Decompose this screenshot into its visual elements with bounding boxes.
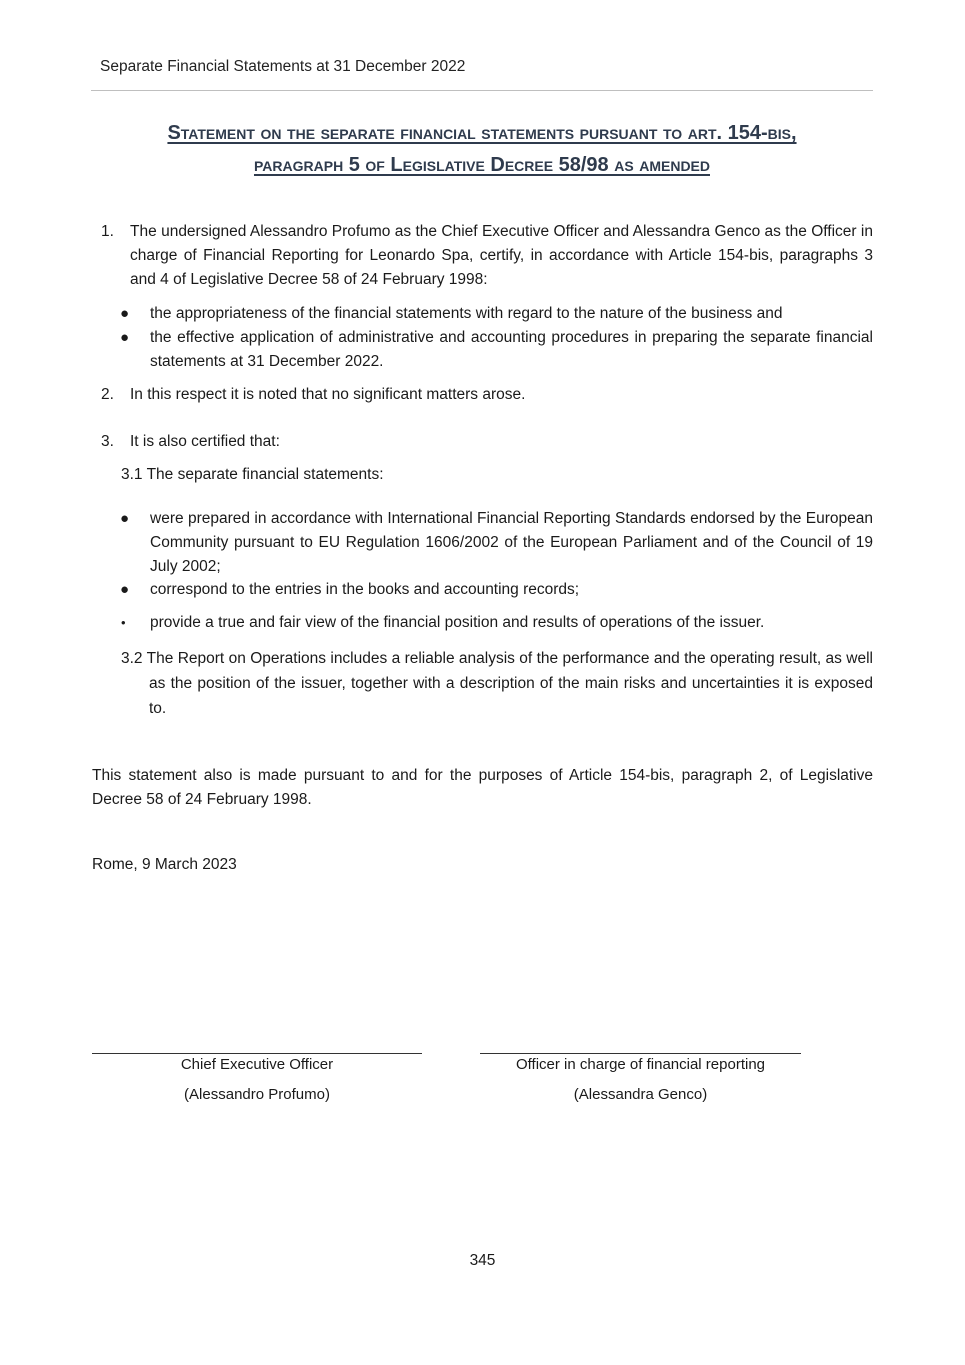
signature-line-officer bbox=[480, 1053, 801, 1054]
header-divider bbox=[91, 90, 873, 91]
signature-line-ceo bbox=[92, 1053, 422, 1054]
sub-3-1-heading: 3.1 The separate financial statements: bbox=[121, 466, 384, 483]
bullet-icon: ● bbox=[120, 510, 130, 527]
item-number: 2. bbox=[101, 386, 114, 403]
item-2-text: In this respect it is noted that no significant matters arose. bbox=[130, 386, 526, 403]
bullet-icon: ● bbox=[120, 329, 130, 346]
signature-name-ceo: (Alessandro Profumo) bbox=[184, 1086, 330, 1103]
signature-name-officer: (Alessandra Genco) bbox=[573, 1086, 708, 1103]
sub-3-1-bullet-3: provide a true and fair view of the financial position and results of operations of the issuer. bbox=[150, 614, 765, 631]
closing-statement: This statement also is made pursuant to and for the purposes of Article 154-bis, paragraph 2, of Legislative Decree 58 of 24 February 1998. bbox=[92, 767, 873, 808]
title-line-1: Statement on the separate financial statements pursuant to art. 154-bis, bbox=[167, 122, 797, 144]
running-header: Separate Financial Statements at 31 December 2022 bbox=[100, 58, 466, 75]
item-1-text: The undersigned Alessandro Profumo as the Chief Executive Officer and Alessandra Genco as the Officer in charge of Financial Reporting for Leonardo Spa, certify, in accordance with Article 154-bis, paragraphs 3 and 4 of Legislative Decree 58 of 24 February 1998: bbox=[130, 223, 873, 288]
item-3-text: It is also certified that: bbox=[130, 433, 280, 450]
sub-3-1-bullet-2: correspond to the entries in the books and accounting records; bbox=[150, 581, 580, 598]
item-number: 1. bbox=[101, 223, 114, 240]
title-line-2: paragraph 5 of Legislative Decree 58/98 as amended bbox=[253, 154, 710, 176]
place-date: Rome, 9 March 2023 bbox=[92, 856, 237, 873]
bullet-icon: ● bbox=[120, 305, 130, 322]
bullet-icon: ● bbox=[120, 581, 130, 598]
sub-3-1-bullet-1: were prepared in accordance with International Financial Reporting Standards endorsed by the European Community pursuant to EU Regulation 1606/2002 of the European Parliament and of the Council of 19 July 2002; bbox=[150, 510, 873, 575]
signature-role-ceo: Chief Executive Officer bbox=[180, 1056, 334, 1073]
item-1-bullet-2: the effective application of administrative and accounting procedures in preparing the separate financial statements at 31 December 2022. bbox=[150, 329, 873, 370]
document-title bbox=[91, 117, 873, 181]
signature-role-officer: Officer in charge of financial reporting bbox=[515, 1056, 766, 1073]
page-number: 345 bbox=[469, 1252, 496, 1269]
item-1-bullet-1: the appropriateness of the financial statements with regard to the nature of the business and bbox=[150, 305, 783, 322]
bullet-icon: • bbox=[121, 615, 126, 630]
item-number: 3. bbox=[101, 433, 114, 450]
sub-3-2-text: 3.2 The Report on Operations includes a reliable analysis of the performance and the operating result, as well as the position of the issuer, together with a description of the main risks and uncertainties it is exposed to. bbox=[121, 650, 873, 717]
